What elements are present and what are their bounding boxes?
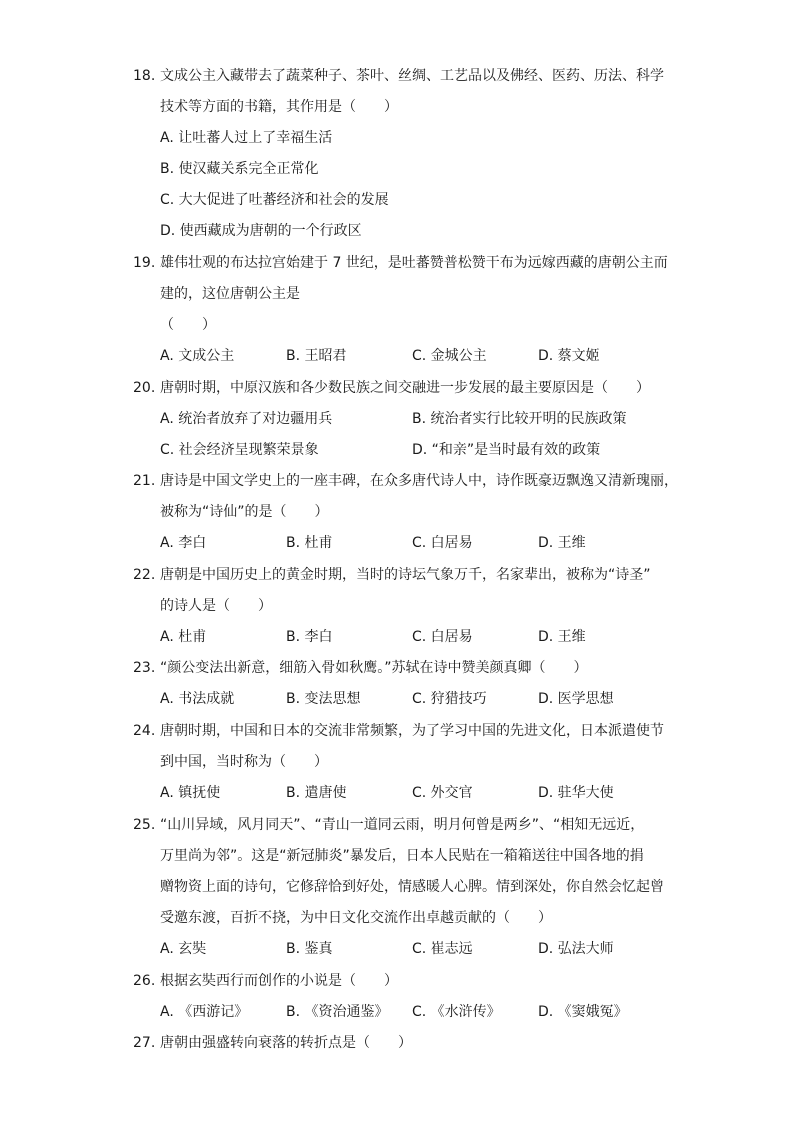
option-d[interactable]: D. 驻华大使: [538, 785, 614, 801]
option-a[interactable]: A. 玄奘: [160, 941, 207, 957]
option-c[interactable]: C. 社会经济呈现繁荣景象: [160, 442, 319, 458]
question-number: 24.: [133, 723, 156, 739]
option-b[interactable]: B. 李白: [286, 629, 333, 645]
option-d[interactable]: D. “和亲”是当时最有效的政策: [412, 442, 601, 458]
question-18: [133, 61, 673, 247]
option-a[interactable]: A. 书法成就: [160, 691, 235, 707]
option-d[interactable]: D. 王维: [538, 629, 586, 645]
option-row: [133, 216, 673, 247]
question-stem: [133, 810, 673, 841]
option-b[interactable]: B. 统治者实行比较开明的民族政策: [412, 411, 627, 427]
option-d[interactable]: D. 使西藏成为唐朝的一个行政区: [160, 223, 362, 239]
option-b[interactable]: B. 鉴真: [286, 941, 333, 957]
option-a[interactable]: A. 统治者放弃了对边疆用兵: [160, 411, 333, 427]
question-25: [133, 810, 673, 965]
question-number: 27.: [133, 1035, 156, 1051]
question-text: 雄伟壮观的布达拉宫始建于 7 世纪，是吐蕃赞普松赞干布为远嫁西藏的唐朝公主而: [160, 255, 668, 271]
question-text: 被称为“诗仙”的是（ ）: [160, 504, 329, 520]
option-b[interactable]: B. 使汉藏关系完全正常化: [160, 161, 319, 177]
option-a[interactable]: A. 文成公主: [160, 348, 235, 364]
option-d[interactable]: D. 王维: [538, 535, 586, 551]
question-text: 唐朝由强盛转向衰落的转折点是（ ）: [160, 1035, 412, 1051]
question-text: 唐朝时期，中原汉族和各少数民族之间交融进一步发展的最主要原因是（ ）: [160, 380, 650, 396]
question-number: 23.: [133, 660, 156, 676]
option-b[interactable]: B. 王昭君: [286, 348, 347, 364]
answer-blank: （ ）: [160, 317, 216, 333]
question-number: 22.: [133, 567, 156, 583]
question-text: 建的，这位唐朝公主是: [160, 286, 300, 302]
question-text: “颜公变法出新意，细筋入骨如秋鹰。”苏轼在诗中赞美颜真卿（ ）: [160, 660, 588, 676]
option-row: [133, 684, 673, 715]
question-text: 技术等方面的书籍，其作用是（ ）: [160, 99, 398, 115]
option-b[interactable]: B. 杜甫: [286, 535, 333, 551]
question-text: 唐朝时期，中国和日本的交流非常频繁，为了学习中国的先进文化，日本派遣使节: [160, 723, 664, 739]
option-row: [133, 997, 673, 1028]
option-a[interactable]: A. 让吐蕃人过上了幸福生活: [160, 130, 333, 146]
question-number: 19.: [133, 255, 156, 271]
question-23: [133, 653, 673, 715]
question-number: 21.: [133, 473, 156, 489]
question-text: 唐诗是中国文学史上的一座丰碑，在众多唐代诗人中，诗作既豪迈飘逸又清新瑰丽，: [160, 473, 678, 489]
question-24: [133, 716, 673, 809]
question-26: [133, 966, 673, 1028]
question-stem: [133, 716, 673, 747]
question-text: 的诗人是（ ）: [160, 598, 272, 614]
question-21: [133, 466, 678, 559]
option-row: [133, 934, 673, 965]
option-row: [133, 528, 673, 559]
option-d[interactable]: D. 弘法大师: [538, 941, 614, 957]
option-c[interactable]: C. 金城公主: [412, 348, 487, 364]
option-row: [133, 341, 673, 372]
question-text: 到中国，当时称为（ ）: [160, 754, 328, 770]
option-c[interactable]: C. 白居易: [412, 629, 473, 645]
option-c[interactable]: C. 白居易: [412, 535, 473, 551]
option-a[interactable]: A. 李白: [160, 535, 207, 551]
option-a[interactable]: A. 《西游记》: [160, 1004, 249, 1020]
question-text: 受邀东渡，百折不挠，为中日文化交流作出卓越贡献的（ ）: [160, 910, 552, 926]
option-a[interactable]: A. 杜甫: [160, 629, 207, 645]
question-stem: [133, 560, 673, 591]
question-text: 唐朝是中国历史上的黄金时期，当时的诗坛气象万千，名家辈出，被称为“诗圣”: [160, 567, 651, 583]
question-text: 文成公主入藏带去了蔬菜种子、茶叶、丝绸、工艺品以及佛经、医药、历法、科学: [160, 68, 664, 84]
option-b[interactable]: B. 《资治通鉴》: [286, 1004, 389, 1020]
question-20: [133, 373, 673, 466]
option-c[interactable]: C. 崔志远: [412, 941, 473, 957]
question-text: 赠物资上面的诗句，它修辞恰到好处，情感暖人心脾。情到深处，你自然会忆起曾: [160, 879, 664, 895]
question-text: 万里尚为邻”。这是“新冠肺炎”暴发后，日本人民贴在一箱箱送往中国各地的捐: [160, 848, 644, 864]
option-d[interactable]: D. 蔡文姬: [538, 348, 600, 364]
option-c[interactable]: C. 狩猎技巧: [412, 691, 487, 707]
question-number: 26.: [133, 973, 156, 989]
question-stem: [133, 1028, 673, 1059]
option-row: [133, 404, 673, 435]
question-stem: [133, 248, 673, 279]
option-row: [133, 154, 673, 185]
question-stem: [133, 466, 678, 497]
question-number: 18.: [133, 68, 156, 84]
option-b[interactable]: B. 变法思想: [286, 691, 361, 707]
option-row: [133, 622, 673, 653]
option-row: [133, 435, 673, 466]
option-d[interactable]: D. 《窦娥冤》: [538, 1004, 628, 1020]
question-27: [133, 1028, 673, 1059]
question-22: [133, 560, 673, 653]
option-c[interactable]: C. 《水浒传》: [412, 1004, 501, 1020]
option-a[interactable]: A. 镇抚使: [160, 785, 221, 801]
question-19: [133, 248, 673, 372]
question-stem: [133, 966, 673, 997]
option-c[interactable]: C. 外交官: [412, 785, 473, 801]
option-d[interactable]: D. 医学思想: [538, 691, 614, 707]
option-row: [133, 778, 673, 809]
question-number: 25.: [133, 817, 156, 833]
option-c[interactable]: C. 大大促进了吐蕃经济和社会的发展: [160, 192, 389, 208]
question-stem: [133, 373, 673, 404]
option-row: [133, 123, 673, 154]
question-text: “山川异域，风月同天”、“青山一道同云雨，明月何曾是两乡”、“相知无远近，: [160, 817, 645, 833]
question-stem: [133, 61, 673, 92]
question-stem: [133, 653, 673, 684]
question-number: 20.: [133, 380, 156, 396]
question-text: 根据玄奘西行而创作的小说是（ ）: [160, 973, 398, 989]
option-row: [133, 185, 673, 216]
option-b[interactable]: B. 遣唐使: [286, 785, 347, 801]
